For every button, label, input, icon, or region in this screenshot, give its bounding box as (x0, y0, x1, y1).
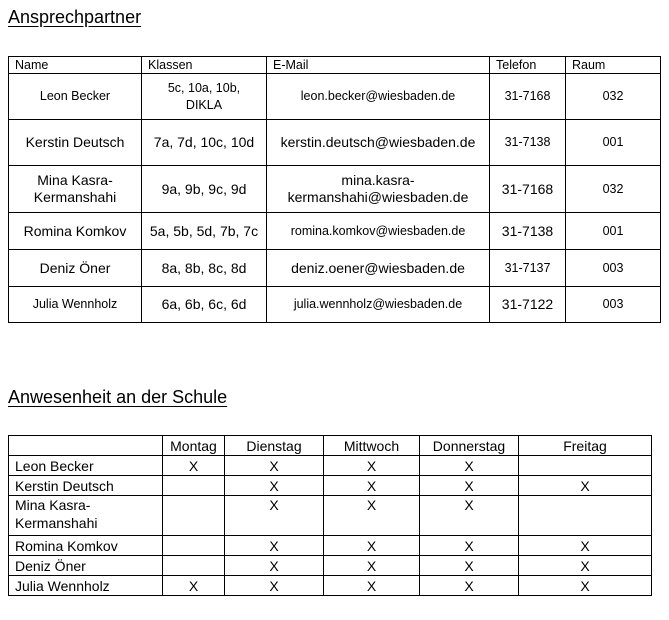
table-row (9, 456, 652, 476)
column-header-room: Raum (566, 57, 661, 74)
contact-room: 001 (566, 120, 661, 166)
table-row (9, 166, 661, 213)
day-header-monday: Montag (163, 436, 225, 456)
contact-phone: 31-7138 (490, 120, 566, 166)
contact-phone: 31-7168 (490, 166, 566, 213)
presence-mark: X (519, 556, 652, 576)
column-header-phone: Telefon (490, 57, 566, 74)
table-row (9, 536, 652, 556)
contact-email: romina.komkov@wiesbaden.de (267, 213, 490, 250)
contact-name: Romina Komkov (9, 213, 142, 250)
presence-mark: X (225, 456, 324, 476)
contact-email: julia.wennholz@wiesbaden.de (267, 287, 490, 323)
day-header-wednesday: Mittwoch (324, 436, 420, 456)
day-header-thursday: Donnerstag (420, 436, 519, 456)
table-row (9, 250, 661, 287)
corner-cell (9, 436, 163, 456)
contact-classes: 5a, 5b, 5d, 7b, 7c (142, 213, 267, 250)
contact-room: 032 (566, 74, 661, 120)
presence-mark: X (420, 456, 519, 476)
contact-classes: 7a, 7d, 10c, 10d (142, 120, 267, 166)
presence-mark: X (225, 556, 324, 576)
contact-room: 032 (566, 166, 661, 213)
column-header-email: E-Mail (267, 57, 490, 74)
contact-email: deniz.oener@wiesbaden.de (267, 250, 490, 287)
presence-mark: X (420, 576, 519, 596)
presence-mark (163, 536, 225, 556)
contact-phone: 31-7138 (490, 213, 566, 250)
person-name: Deniz Öner (9, 556, 163, 576)
table-header-row (9, 57, 661, 74)
contact-classes: 8a, 8b, 8c, 8d (142, 250, 267, 287)
person-name: Romina Komkov (9, 536, 163, 556)
person-name: Mina Kasra-Kermanshahi (9, 496, 163, 536)
contact-name: Mina Kasra-Kermanshahi (9, 166, 142, 213)
presence-mark: X (225, 496, 324, 536)
person-name: Leon Becker (9, 456, 163, 476)
contacts-heading: Ansprechpartner (8, 7, 142, 27)
contact-classes: 6a, 6b, 6c, 6d (142, 287, 267, 323)
person-name: Kerstin Deutsch (9, 476, 163, 496)
table-row (9, 287, 661, 323)
contact-room: 001 (566, 213, 661, 250)
presence-mark: X (324, 556, 420, 576)
presence-mark: X (324, 496, 420, 536)
column-header-classes: Klassen (142, 57, 267, 74)
presence-mark (163, 476, 225, 496)
table-row (9, 476, 652, 496)
table-row (9, 576, 652, 596)
presence-mark: X (163, 456, 225, 476)
table-row (9, 496, 652, 536)
contact-classes: 5c, 10a, 10b, DIKLA (142, 74, 267, 120)
presence-mark: X (420, 496, 519, 536)
contact-classes: 9a, 9b, 9c, 9d (142, 166, 267, 213)
presence-mark: X (324, 476, 420, 496)
presence-mark: X (519, 576, 652, 596)
contact-phone: 31-7137 (490, 250, 566, 287)
contact-name: Kerstin Deutsch (9, 120, 142, 166)
presence-mark: X (519, 476, 652, 496)
contact-name: Julia Wennholz (9, 287, 142, 323)
day-header-friday: Freitag (519, 436, 652, 456)
contact-email: mina.kasra-kermanshahi@wiesbaden.de (267, 166, 490, 213)
contact-room: 003 (566, 250, 661, 287)
presence-mark: X (420, 536, 519, 556)
presence-mark: X (225, 536, 324, 556)
contact-phone: 31-7168 (490, 74, 566, 120)
presence-mark (163, 496, 225, 536)
presence-mark: X (225, 476, 324, 496)
column-header-name: Name (9, 57, 142, 74)
presence-mark: X (519, 536, 652, 556)
contact-room: 003 (566, 287, 661, 323)
table-header-row (9, 436, 652, 456)
person-name: Julia Wennholz (9, 576, 163, 596)
presence-mark: X (324, 576, 420, 596)
contact-email: leon.becker@wiesbaden.de (267, 74, 490, 120)
presence-mark (519, 496, 652, 536)
presence-mark: X (225, 576, 324, 596)
table-row (9, 120, 661, 166)
presence-mark: X (324, 536, 420, 556)
presence-table (8, 435, 652, 596)
day-header-tuesday: Dienstag (225, 436, 324, 456)
contacts-table (8, 56, 661, 323)
presence-mark: X (324, 456, 420, 476)
presence-mark (519, 456, 652, 476)
presence-heading: Anwesenheit an der Schule (8, 387, 228, 407)
table-row (9, 213, 661, 250)
table-row (9, 74, 661, 120)
contact-name: Leon Becker (9, 74, 142, 120)
contact-email: kerstin.deutsch@wiesbaden.de (267, 120, 490, 166)
contact-name: Deniz Öner (9, 250, 142, 287)
presence-mark: X (420, 476, 519, 496)
contact-phone: 31-7122 (490, 287, 566, 323)
presence-mark (163, 556, 225, 576)
table-row (9, 556, 652, 576)
presence-mark: X (420, 556, 519, 576)
presence-mark: X (163, 576, 225, 596)
